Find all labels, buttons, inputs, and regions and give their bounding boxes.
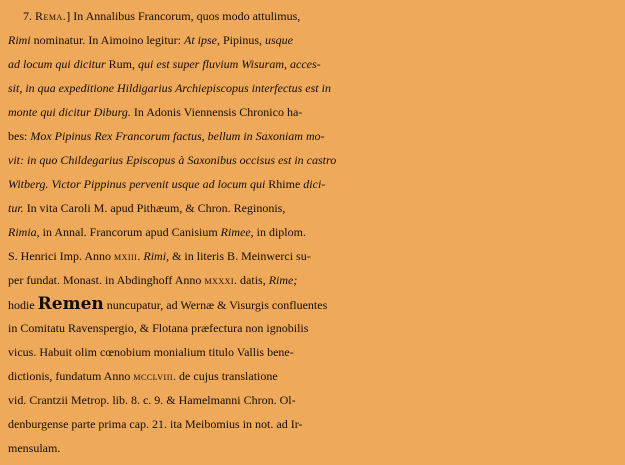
text-run: , in diplom. (250, 225, 306, 239)
text-line-18 (0, 413, 625, 436)
text-run: mensulam. (8, 441, 61, 455)
text-run: , Pipinus, (217, 33, 266, 47)
text-run: Rimi (8, 33, 31, 47)
text-run: Rum, (108, 57, 139, 71)
text-run: In vita Caroli M. apud Pithæum, & Chron. Reginonis, (23, 201, 286, 215)
text-run: In Adonis Viennensis Chronico ha- (130, 105, 303, 119)
text-run: dictionis, fundatum Anno (8, 369, 134, 383)
text-run: . (137, 249, 144, 263)
text-run: qui est super fluvium Wisuram, acces- (138, 57, 321, 71)
text-run: ] In Annalibus Francorum, quos modo attulimus, (66, 9, 301, 23)
text-line-10 (0, 221, 625, 244)
text-line-8 (0, 173, 625, 196)
text-line-14 (0, 317, 625, 340)
text-run: monte qui dicitur Diburg. (8, 105, 131, 119)
text-run: in Comitatu Ravenspergio, & Flotana præfectura non ignobilis (8, 321, 309, 335)
text-run: Rema. (35, 9, 67, 23)
text-run: Witberg. Victor Pippinus pervenit usque ad locum qui (8, 177, 269, 191)
text-run: dici- (303, 177, 326, 191)
text-run: At ipse (184, 33, 217, 47)
text-line-1 (0, 5, 625, 28)
text-run: usque (265, 33, 294, 47)
text-run: Rime; (268, 273, 298, 287)
text-run: 7. (23, 9, 35, 23)
text-line-17 (0, 389, 625, 412)
text-line-9 (0, 197, 625, 220)
text-run: denburgense parte prima cap. 21. ita Meibomius in not. ad Ir- (8, 417, 303, 431)
text-run: sit, in qua expeditione Hildigarius Archiepiscopus interfectus est in (8, 81, 331, 95)
text-run: , in Annal. Francorum apud Canisium (36, 225, 221, 239)
text-run: mcclviii (133, 369, 174, 383)
text-line-12 (0, 269, 625, 292)
text-run: nominatur. In Aimoino legitur: (30, 33, 184, 47)
text-run: mxxxi (204, 273, 235, 287)
text-line-19 (0, 437, 625, 460)
text-line-5 (0, 101, 625, 124)
text-run: vicus. Habuit olim cœnobium monialium titulo Vallis bene- (8, 345, 294, 359)
text-run: , & in literis B. Meinwerci su- (166, 249, 311, 263)
text-run: S. Henrici Imp. Anno (8, 249, 114, 263)
text-run: Rimi (143, 249, 167, 263)
text-run: Rimee (220, 225, 251, 239)
text-run: Mox Pipinus Rex Francorum factus (30, 129, 202, 143)
text-line-7 (0, 149, 625, 172)
text-run: . datis, (234, 273, 269, 287)
text-run: . de cujus translatione (173, 369, 278, 383)
text-run: Rhime (268, 177, 304, 191)
text-line-13 (0, 293, 625, 316)
text-run: hodie (8, 298, 38, 312)
text-run: per fundat. Monast. in Abdinghoff Anno (8, 273, 205, 287)
text-run: nuncupatur, ad Wernæ & Visurgis confluentes (103, 298, 328, 312)
text-line-16 (0, 365, 625, 388)
text-line-15 (0, 341, 625, 364)
text-run: ad locum qui dicitur (8, 57, 109, 71)
text-run: , (201, 129, 208, 143)
text-line-6 (0, 125, 625, 148)
text-line-2 (0, 29, 625, 52)
text-line-4 (0, 77, 625, 100)
text-run: Rimia (8, 225, 37, 239)
text-line-11 (0, 245, 625, 268)
text-run: mxiii (114, 249, 138, 263)
text-run: Remen (37, 294, 104, 314)
text-run: tur. (8, 201, 24, 215)
text-run: vit: in quo Childegarius Episcopus à Saxonibus occisus est in castro (8, 153, 337, 167)
text-line-3 (0, 53, 625, 76)
text-run: vid. Crantzii Metrop. lib. 8. c. 9. & Hamelmanni Chron. Ol- (8, 393, 296, 407)
text-run: bes: (8, 129, 31, 143)
text-run: bellum in Saxoniam mo- (207, 129, 325, 143)
